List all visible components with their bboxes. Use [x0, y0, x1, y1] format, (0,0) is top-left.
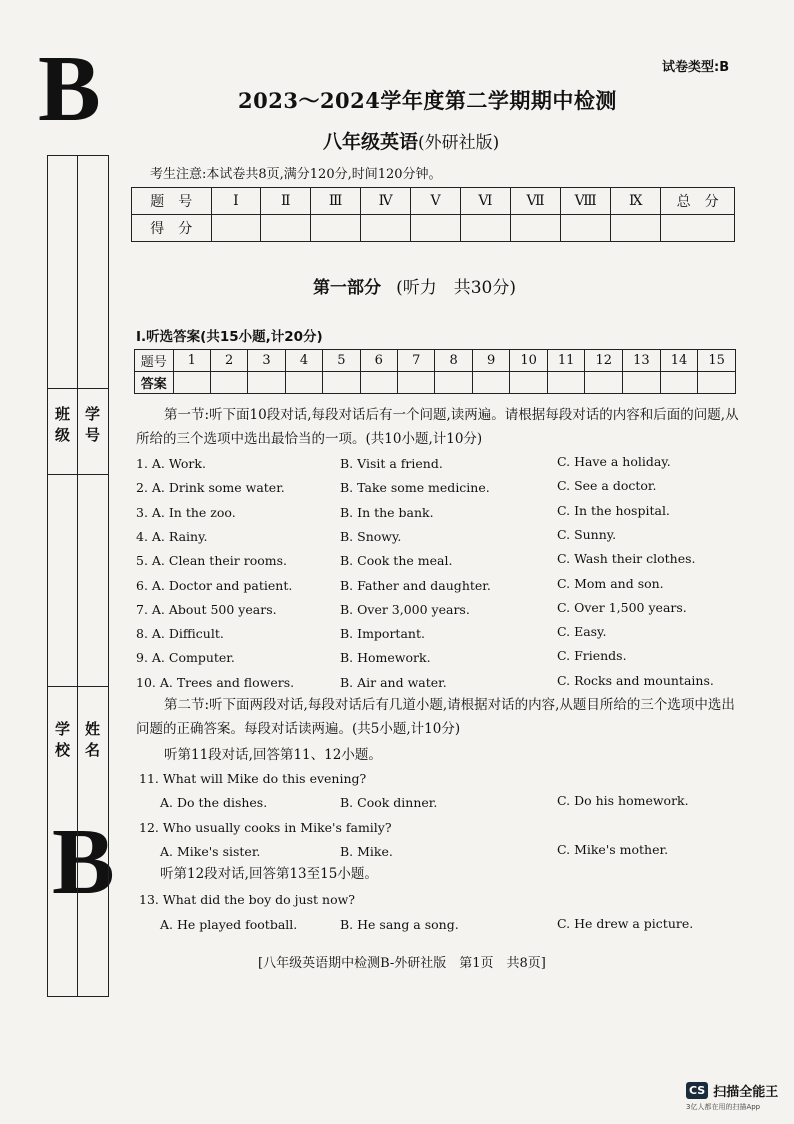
answer-table [134, 349, 736, 394]
question-11-option-a: A. Do the dishes. [160, 795, 268, 810]
question-13-option-c: C. He drew a picture. [557, 916, 694, 931]
question-12-option-b: B. Mike. [340, 844, 393, 859]
paper-type-label: 试卷类型:B [662, 60, 730, 75]
question-3-option-a: 3. A. In the zoo. [136, 504, 236, 520]
question-7-option-c: C. Over 1,500 years. [557, 599, 687, 615]
score-header-section: Ⅸ [611, 188, 661, 215]
question-4-option-c: C. Sunny. [557, 526, 617, 542]
section-part2-instructions: 第二节:听下面两段对话,每段对话后有几道小题,请根据对话的内容,从题目所给的三个选项中选出问题的正确答案。每段对话读两遍。(共5小题,计10分) [136, 697, 735, 737]
answer-cell[interactable] [547, 372, 585, 394]
exam-title: 2023～2024学年度第二学期期中检测 [238, 88, 617, 113]
question-10-option-b: B. Air and water. [340, 674, 447, 690]
question-12-stem: 12. Who usually cooks in Mike's family? [139, 820, 392, 835]
scanner-app-name: 扫描全能王 [713, 1085, 779, 1100]
score-table [131, 187, 735, 242]
question-5-option-b: B. Cook the meal. [340, 553, 453, 569]
answer-number-cell: 11 [547, 350, 585, 372]
answer-number-cell: 10 [510, 350, 548, 372]
paper-version-letter-bottom: B [52, 810, 115, 914]
answer-cell[interactable] [510, 372, 548, 394]
score-cell[interactable] [561, 215, 611, 242]
score-cell[interactable] [411, 215, 461, 242]
question-9-option-b: B. Homework. [340, 650, 431, 666]
question-12-option-a: A. Mike's sister. [160, 844, 261, 859]
question-7-option-a: 7. A. About 500 years. [136, 601, 277, 617]
score-header-section: Ⅰ [211, 188, 261, 215]
answer-cell[interactable] [285, 372, 322, 394]
section-one-title: Ⅰ.听选答案(共15小题,计20分) [136, 329, 323, 345]
answer-number-cell: 6 [360, 350, 397, 372]
question-6-option-c: C. Mom and son. [557, 575, 664, 591]
edition-name: (外研社版) [418, 133, 500, 153]
answer-table-number-row [135, 350, 736, 372]
dialog-11-instruction: 听第11段对话,回答第11、12小题。 [164, 747, 382, 763]
question-13-option-a: A. He played football. [160, 917, 298, 932]
answer-table-answer-row [135, 372, 736, 394]
question-10-option-c: C. Rocks and mountains. [557, 672, 714, 688]
score-cell[interactable] [211, 215, 261, 242]
scanner-logo [686, 1080, 778, 1112]
question-6-option-b: B. Father and daughter. [340, 577, 491, 593]
question-2-option-a: 2. A. Drink some water. [136, 480, 285, 496]
score-cell[interactable] [510, 215, 560, 242]
score-header-section: Ⅱ [261, 188, 311, 215]
answer-number-cell: 4 [285, 350, 322, 372]
answer-cell[interactable] [323, 372, 360, 394]
score-cell[interactable] [261, 215, 311, 242]
answer-number-cell: 1 [173, 350, 210, 372]
subject-name: 八年级英语 [323, 131, 419, 153]
question-6-option-a: 6. A. Doctor and patient. [136, 577, 293, 593]
candidate-notice: 考生注意:本试卷共8页,满分120分,时间120分钟。 [150, 167, 442, 182]
answer-row-label: 答案 [135, 372, 174, 394]
question-10-option-a: 10. A. Trees and flowers. [136, 674, 295, 690]
dialog-12-instruction: 听第12段对话,回答第13至15小题。 [160, 866, 378, 882]
score-cell[interactable] [311, 215, 361, 242]
question-4-option-a: 4. A. Rainy. [136, 528, 208, 544]
part-one-subtitle: (听力 共30分) [396, 278, 516, 298]
question-9-option-c: C. Friends. [557, 648, 627, 664]
question-13-option-b: B. He sang a song. [340, 917, 459, 932]
answer-cell[interactable] [173, 372, 210, 394]
answer-number-cell: 8 [435, 350, 472, 372]
question-4-option-b: B. Snowy. [340, 528, 402, 544]
answer-number-cell: 15 [698, 350, 736, 372]
question-11-stem: 11. What will Mike do this evening? [139, 771, 367, 786]
score-header-section: Ⅲ [311, 188, 361, 215]
score-cell[interactable] [661, 215, 735, 242]
score-row-label: 得 分 [132, 215, 212, 242]
answer-cell[interactable] [623, 372, 661, 394]
question-5-option-a: 5. A. Clean their rooms. [136, 553, 287, 569]
answer-cell[interactable] [472, 372, 509, 394]
question-1-option-b: B. Visit a friend. [340, 456, 443, 471]
answer-number-label: 题号 [135, 350, 174, 372]
score-cell[interactable] [611, 215, 661, 242]
answer-number-cell: 3 [248, 350, 285, 372]
score-header-label: 题 号 [132, 188, 212, 215]
page-footer: [八年级英语期中检测B-外研社版 第1页 共8页] [258, 956, 546, 971]
answer-number-cell: 7 [398, 350, 435, 372]
scanner-badge-icon: CS [686, 1082, 708, 1099]
answer-cell[interactable] [360, 372, 397, 394]
answer-number-cell: 12 [585, 350, 623, 372]
score-header-section: Ⅵ [460, 188, 510, 215]
question-7-option-b: B. Over 3,000 years. [340, 601, 470, 617]
question-3-option-b: B. In the bank. [340, 504, 434, 520]
answer-cell[interactable] [585, 372, 623, 394]
student-number-label: 学号 [83, 406, 101, 448]
question-1-option-a: 1. A. Work. [136, 456, 206, 471]
answer-cell[interactable] [435, 372, 472, 394]
answer-number-cell: 5 [323, 350, 360, 372]
score-header-section: Ⅶ [510, 188, 560, 215]
answer-cell[interactable] [398, 372, 435, 394]
score-table-score-row [132, 215, 735, 242]
paper-version-letter-top: B [38, 37, 101, 141]
score-cell[interactable] [361, 215, 411, 242]
score-table-header-row [132, 188, 735, 215]
question-8-option-a: 8. A. Difficult. [136, 626, 224, 642]
question-11-option-b: B. Cook dinner. [340, 795, 438, 810]
scanner-tagline: 3亿人都在用的扫描App [686, 1103, 761, 1111]
question-11-option-c: C. Do his homework. [557, 793, 689, 808]
answer-cell[interactable] [660, 372, 698, 394]
question-2-option-b: B. Take some medicine. [340, 480, 490, 496]
class-label: 班级 [53, 406, 71, 448]
question-12-option-c: C. Mike's mother. [557, 842, 669, 857]
answer-cell[interactable] [698, 372, 736, 394]
question-8-option-c: C. Easy. [557, 624, 607, 640]
school-label: 学校 [53, 721, 71, 763]
exam-subtitle [323, 127, 499, 154]
score-cell[interactable] [460, 215, 510, 242]
part-one-title: 第一部分 [313, 278, 381, 298]
section-part1-instructions: 第一节:听下面10段对话,每段对话后有一个问题,读两遍。请根据每段对话的内容和后面的问题,从所给的三个选项中选出最恰当的一项。(共10小题,计10分) [136, 407, 739, 447]
score-header-total: 总 分 [661, 188, 735, 215]
answer-number-cell: 9 [472, 350, 509, 372]
score-header-section: Ⅷ [561, 188, 611, 215]
answer-number-cell: 2 [210, 350, 247, 372]
answer-cell[interactable] [210, 372, 247, 394]
score-header-section: Ⅴ [411, 188, 461, 215]
question-2-option-c: C. See a doctor. [557, 478, 657, 494]
name-label: 姓名 [83, 721, 101, 763]
answer-number-cell: 14 [660, 350, 698, 372]
score-header-section: Ⅳ [361, 188, 411, 215]
question-1-option-c: C. Have a holiday. [557, 454, 671, 469]
question-13-stem: 13. What did the boy do just now? [139, 892, 355, 907]
question-8-option-b: B. Important. [340, 626, 425, 642]
binding-info-box [47, 155, 109, 997]
question-9-option-a: 9. A. Computer. [136, 650, 235, 666]
part-one-heading [313, 273, 516, 298]
question-5-option-c: C. Wash their clothes. [557, 551, 696, 567]
question-3-option-c: C. In the hospital. [557, 502, 670, 518]
answer-number-cell: 13 [623, 350, 661, 372]
answer-cell[interactable] [248, 372, 285, 394]
